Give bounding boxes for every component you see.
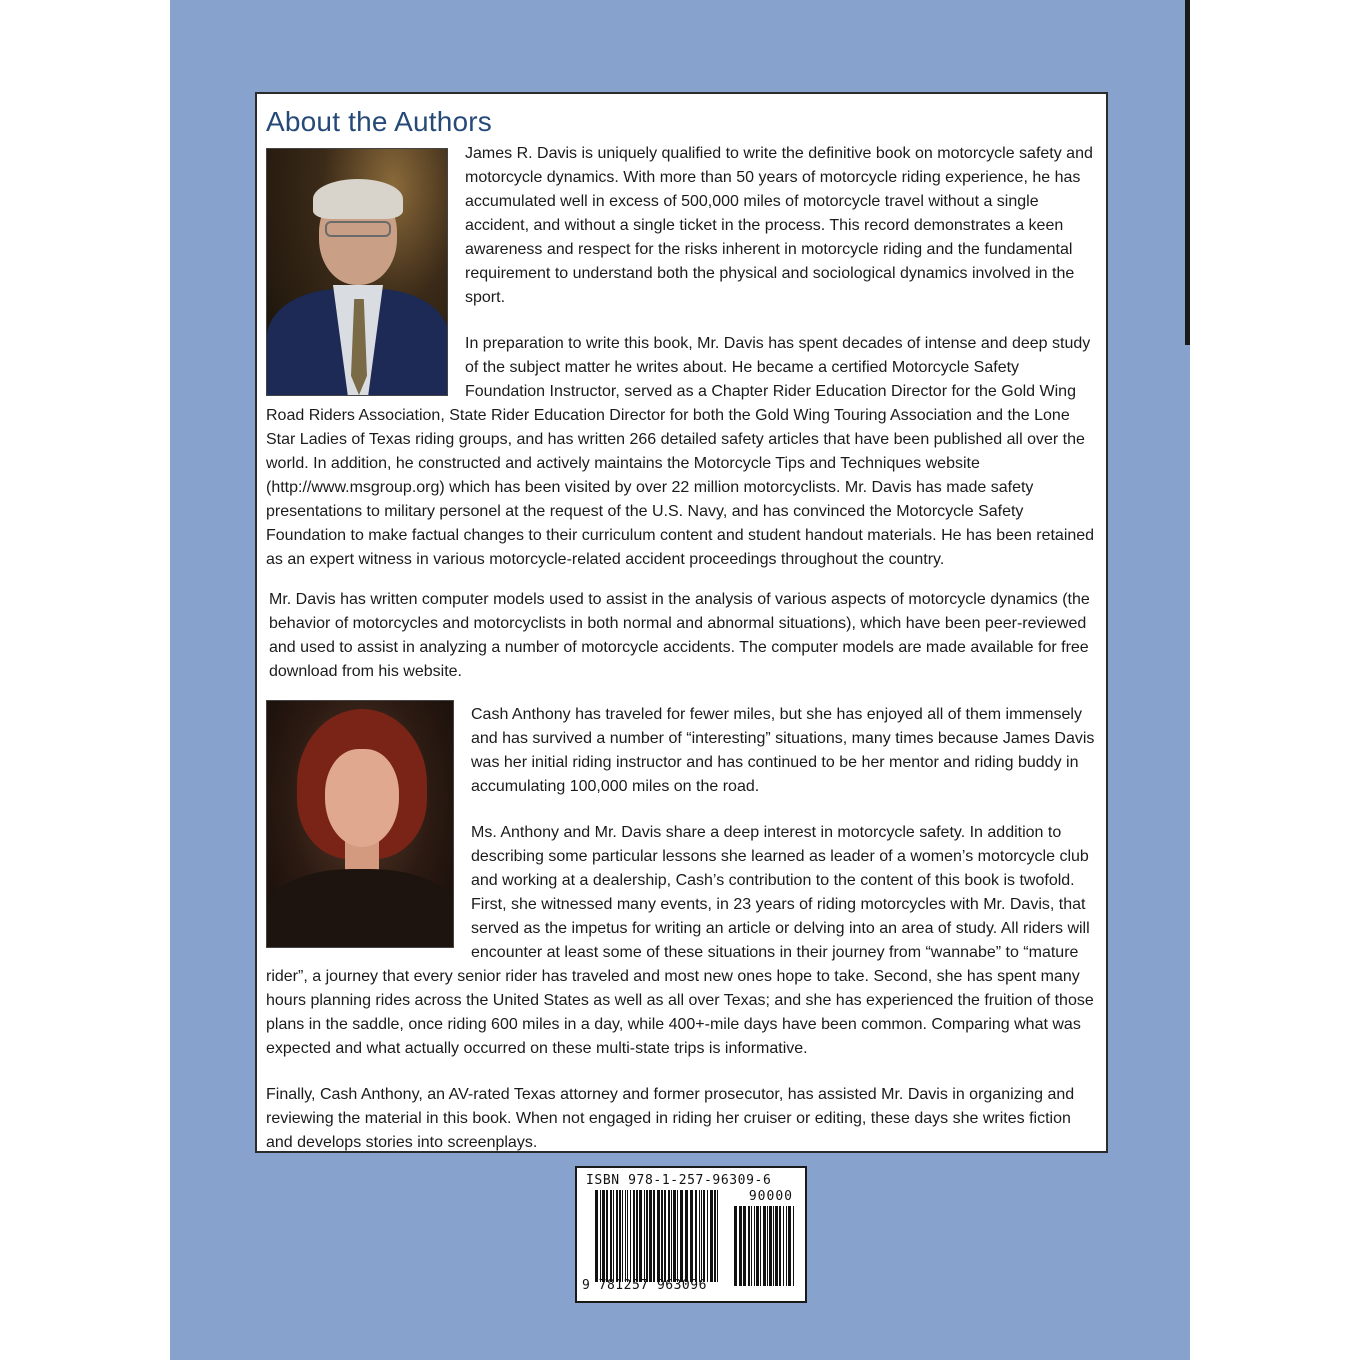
anthony-paragraph-2: Ms. Anthony and Mr. Davis share a deep interest in motorcycle safety. In addition to describing some particular lessons she learned as leader of a women’s motorcycle club and working at a dealership, Cash’s contribution to the content of this book is twofold. First, she witnessed many events, in 23 years of riding motorcycles with Mr. Davis, that served as the impetus for writing an article or delving into an area of study. All riders will encounter at least some of these situations in their journey from “wannabe” to “mature rider”, a journey that every senior rider has traveled and most new ones hope to take. Second, she has spent many hours planning rides across the United States as well as all over Texas; and she has experienced the fruition of those plans in the saddle, once riding 600 miles in a day, while 400+-mile days have been common. Comparing what was expected and what actually occurred on these multi-state trips is informative. <box>266 824 1094 1057</box>
panel-content <box>266 102 1099 1155</box>
barcode-bar <box>595 1190 598 1282</box>
barcode-bar <box>602 1190 605 1282</box>
about-authors-panel <box>255 92 1108 1153</box>
barcode-bar <box>627 1190 628 1282</box>
barcode-bar <box>600 1190 601 1282</box>
barcode-bar <box>793 1206 794 1286</box>
barcode-bar <box>616 1190 618 1282</box>
barcode-bar <box>630 1190 631 1282</box>
anthony-paragraph-1: Cash Anthony has traveled for fewer miles, but she has enjoyed all of them immensely and has survived a number of “interesting” situations, many times because James Davis was her initial riding instructor and has continued to be her mentor and riding buddy in accumulating 100,000 miles on the road. <box>471 706 1095 795</box>
barcode-bar <box>619 1190 621 1282</box>
barcode-bar <box>767 1206 768 1286</box>
barcode-bar <box>769 1206 772 1286</box>
davis-paragraph-1: James R. Davis is uniquely qualified to write the definitive book on motorcycle safety and motorcycle dynamics. With more than 50 years of motorcycle riding experience, he has accumulated well in excess of 500,000 miles of motorcycle travel without a single accident, and without a single ticket in the process. This record demonstrates a keen awareness and respect for the risks inherent in motorcycle riding and the fundamental requirement to understand both the physical and sociological dynamics involved in the sport. <box>465 145 1093 306</box>
isbn-label: ISBN 978-1-257-96309-6 <box>586 1173 772 1188</box>
anthony-photo <box>266 700 454 948</box>
barcode-bar <box>695 1190 697 1282</box>
barcode-bar <box>775 1206 778 1286</box>
barcode-bar <box>783 1206 784 1286</box>
davis-paragraph-2: In preparation to write this book, Mr. Davis has spent decades of intense and deep study of the subject matter he writes about. He became a certified Motorcycle Safety Foundation Instructor, served as a Chapter Rider Education Director for the Gold Wing Road Riders Association, State Rider Education Director for both the Gold Wing Touring Association and the Lone Star Ladies of Texas riding groups, and has written 266 detailed safety articles that have been published all over the world. In addition, he constructed and actively maintains the Motorcycle Tips and Techniques website (http://www.msgroup.org) which has been visited by over 22 million motorcyclists. Mr. Davis has made safety presentations to military personel at the request of the U.S. Navy, and has convinced the Motorcycle Safety Foundation to make factual changes to their curriculum content and student handout materials. He has been retained as an expert witness in various motorcycle-related accident proceedings throughout the country. <box>266 335 1095 568</box>
barcode-bars-addon <box>734 1206 796 1286</box>
anthony-paragraph-3: Finally, Cash Anthony, an AV-rated Texas attorney and former prosecutor, has assisted Mr. Davis in organizing and reviewing the material in this book. When not engaged in riding her cruiser or editing, these days she writes fiction and develops stories into screenplays. <box>266 1086 1075 1151</box>
barcode-bar <box>644 1190 645 1282</box>
barcode-bar <box>710 1190 713 1282</box>
barcode-bar <box>760 1206 761 1286</box>
davis-bio <box>266 142 1099 684</box>
barcode-bar <box>677 1190 678 1282</box>
photo-top-shape <box>267 869 454 948</box>
barcode-bar <box>646 1190 648 1282</box>
barcode-bar <box>653 1190 655 1282</box>
barcode-bar <box>756 1206 759 1286</box>
barcode-bar <box>633 1190 635 1282</box>
barcode-bar <box>680 1190 683 1282</box>
barcode-bar <box>754 1206 755 1286</box>
barcode-bar <box>610 1190 612 1282</box>
davis-photo <box>266 148 448 396</box>
barcode-bar <box>685 1190 688 1282</box>
isbn-barcode <box>575 1166 807 1303</box>
barcode-number: 9 781257 963096 <box>582 1278 707 1293</box>
barcode-bar <box>673 1190 676 1282</box>
barcode-bar <box>703 1190 705 1282</box>
photo-glasses-shape <box>325 221 391 237</box>
barcode-bar <box>751 1206 752 1286</box>
barcode-bar <box>625 1190 626 1282</box>
photo-face-shape <box>325 749 399 847</box>
barcode-bar <box>707 1190 708 1282</box>
barcode-bar <box>714 1190 716 1282</box>
barcode-bar <box>788 1206 791 1286</box>
photo-hair-shape <box>313 179 403 219</box>
barcode-bar <box>606 1190 608 1282</box>
barcode-bar <box>743 1206 746 1286</box>
barcode-bar <box>763 1206 766 1286</box>
barcode-bar <box>717 1190 718 1282</box>
anthony-bio <box>266 684 1099 1155</box>
barcode-bar <box>671 1190 672 1282</box>
barcode-bar <box>773 1206 774 1286</box>
barcode-bar <box>701 1190 702 1282</box>
barcode-bar <box>734 1206 737 1286</box>
barcode-bar <box>668 1190 670 1282</box>
barcode-bar <box>664 1190 666 1282</box>
barcode-bar <box>786 1206 787 1286</box>
barcode-bar <box>748 1206 750 1286</box>
barcode-addon-number: 90000 <box>748 1189 793 1204</box>
barcode-bar <box>739 1206 742 1286</box>
barcode-bar <box>699 1190 700 1282</box>
barcode-bar <box>779 1206 781 1286</box>
barcode-bar <box>613 1190 614 1282</box>
barcode-bar <box>661 1190 663 1282</box>
davis-paragraph-3: Mr. Davis has written computer models used to assist in the analysis of various aspects of motorcycle dynamics (the behavior of motorcycles and motorcyclists in both normal and abnormal situations), which have been peer-reviewed and used to assist in analyzing a number of motorcycle accidents. The computer models are made available for free download from his website. <box>269 591 1090 680</box>
barcode-bar <box>622 1190 623 1282</box>
barcode-bars-main <box>595 1190 721 1282</box>
section-title: About the Authors <box>266 106 493 137</box>
barcode-bar <box>636 1190 638 1282</box>
barcode-bar <box>649 1190 652 1282</box>
barcode-bar <box>657 1190 660 1282</box>
cover-edge-strip <box>1185 0 1190 345</box>
barcode-bar <box>639 1190 642 1282</box>
barcode-bar <box>690 1190 693 1282</box>
